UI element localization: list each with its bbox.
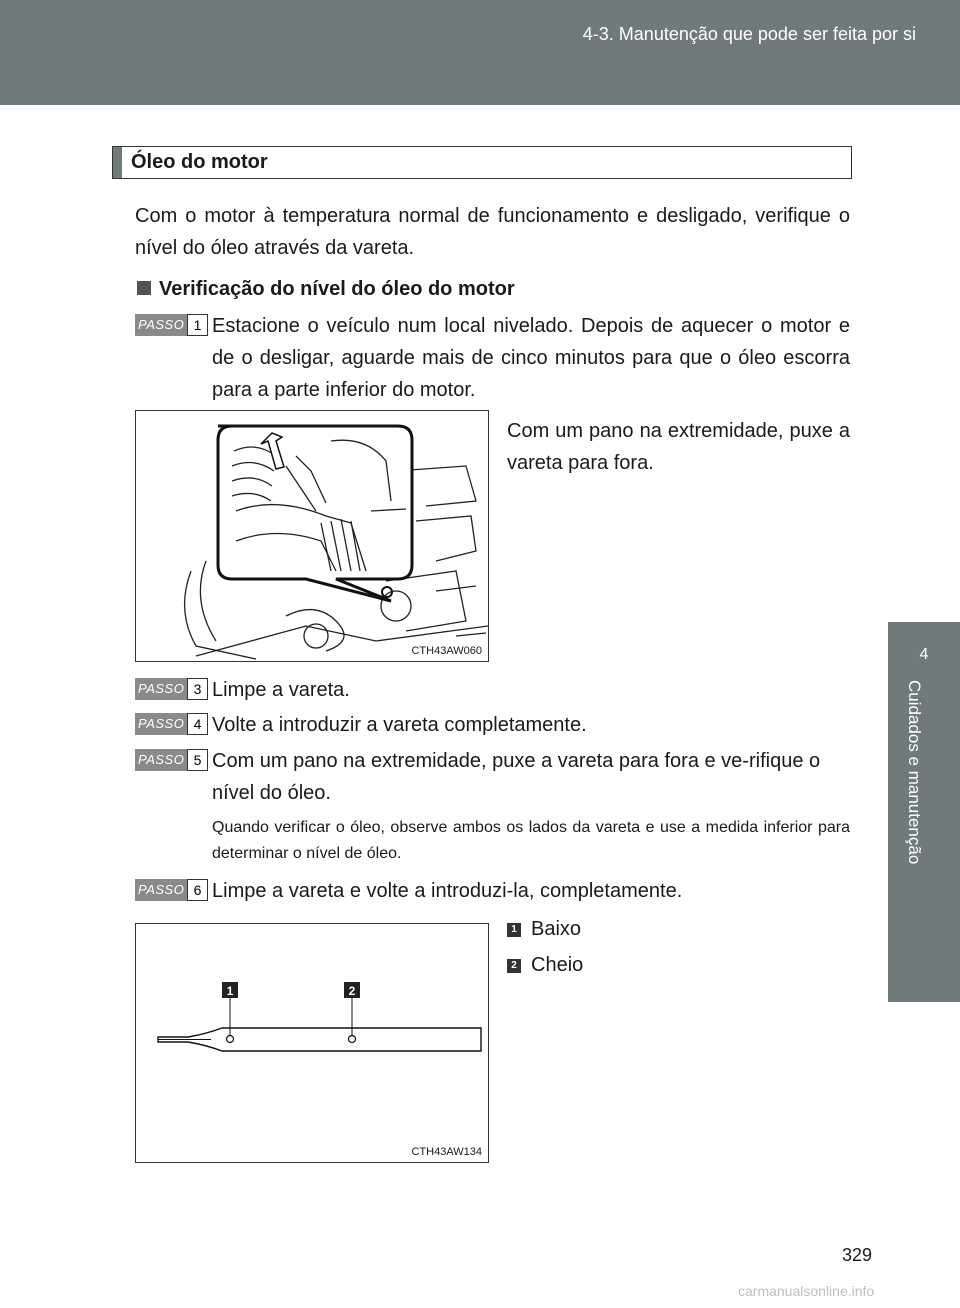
engine-illustration [135, 410, 489, 662]
figure-code: CTH43AW134 [411, 1146, 482, 1158]
chapter-tab[interactable] [888, 622, 960, 1002]
section-heading-box [112, 146, 852, 179]
intro-paragraph: Com o motor à temperatura normal de funcionamento e desligado, verifique o nível do óleo através da vareta. [135, 205, 850, 259]
page-header [0, 0, 960, 105]
callout-1: 1 [226, 984, 234, 998]
watermark: carmanualsonline.info [738, 1283, 875, 1299]
chapter-label-wrap [888, 680, 960, 990]
step-badge-5 [135, 749, 208, 771]
section-title: 4-3. Manutenção que pode ser feita por si [582, 24, 916, 44]
legend-label: Baixo [531, 918, 582, 940]
page-number: 329 [842, 1245, 873, 1265]
step-label: PASSO [135, 879, 187, 901]
step-badge-6 [135, 879, 208, 901]
step-number: 4 [187, 713, 208, 735]
legend-item-full [507, 954, 583, 977]
figure-code: CTH43AW060 [411, 645, 482, 657]
step-badge-1 [135, 314, 208, 336]
chapter-label: Cuidados e manutenção [905, 680, 924, 865]
legend-label: Cheio [531, 954, 584, 976]
step-number: 5 [187, 749, 208, 771]
step-label: PASSO [135, 713, 187, 735]
step-number: 6 [187, 879, 208, 901]
step-text-5: Com um pano na extremidade, puxe a vareta para fora e ve-rifique o nível do óleo. [212, 750, 821, 804]
legend-item-low [507, 918, 581, 941]
step-label: PASSO [135, 749, 187, 771]
step-label: PASSO [135, 314, 187, 336]
legend-number: 2 [507, 959, 521, 973]
step-badge-4 [135, 713, 208, 735]
step-text-6: Limpe a vareta e volte a introduzi-la, completamente. [212, 880, 683, 902]
step-label: PASSO [135, 678, 187, 700]
section-heading: Óleo do motor [131, 151, 268, 173]
subheading [137, 278, 515, 301]
callout-2: 2 [348, 984, 356, 998]
step-number: 3 [187, 678, 208, 700]
heading-accent-bar [113, 147, 122, 178]
step-badge-3 [135, 678, 208, 700]
dipstick-drawing [136, 924, 488, 1162]
step-text-2: Com um pano na extremidade, puxe a vareta para fora. [507, 420, 850, 474]
legend-number: 1 [507, 923, 521, 937]
chapter-number: 4 [919, 646, 929, 663]
subheading-text: Verificação do nível do óleo do motor [159, 278, 515, 300]
step-text-3: Limpe a vareta. [212, 679, 350, 701]
step-text-4: Volte a introduzir a vareta completamente. [212, 714, 587, 736]
step-number: 1 [187, 314, 208, 336]
engine-drawing [136, 411, 488, 661]
dipstick-illustration [135, 923, 489, 1163]
square-bullet-icon [137, 281, 151, 295]
step-text-1: Estacione o veículo num local nivelado. Depois de aquecer o motor e de o desligar, aguarde mais de cinco minutos para que o óleo escorra para a parte inferior do motor. [212, 315, 850, 401]
note-text: Quando verificar o óleo, observe ambos os lados da vareta e use a medida inferior para determinar o nível de óleo. [212, 819, 850, 862]
